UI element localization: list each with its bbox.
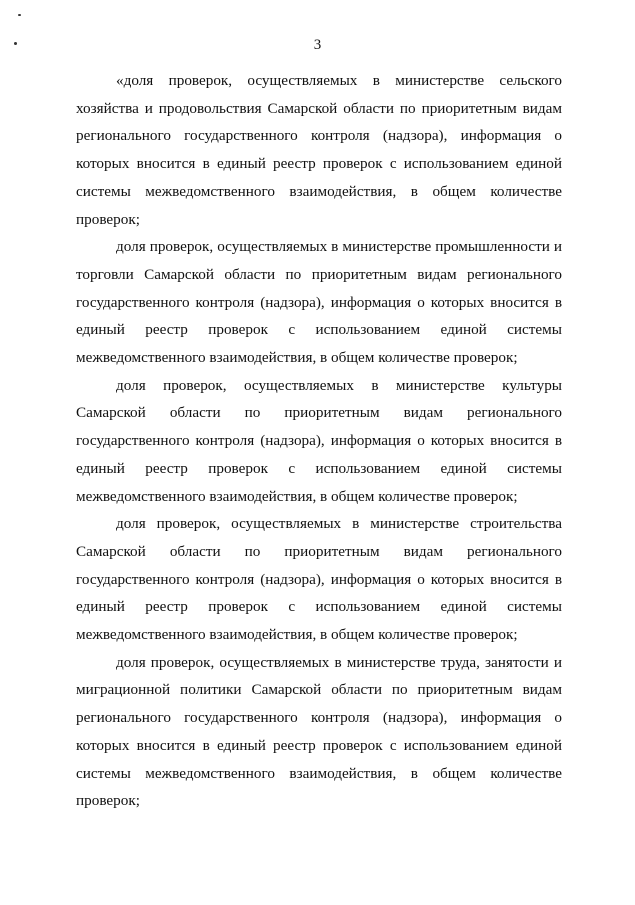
text-line: миграционной политики Самарской области по приоритетным видам [76,681,562,699]
text-line: государственного контроля (надзора), информация о которых вносится в [76,293,562,311]
document-body [76,67,562,815]
text-line: доля проверок, осуществляемых в министерстве строительства [116,515,562,533]
text-line: межведомственного взаимодействия, в общем количестве проверок; [76,487,518,505]
text-line: торговли Самарской области по приоритетным видам регионального [76,265,562,283]
text-line: доля проверок, осуществляемых в министерстве культуры [116,376,562,394]
paragraph-construction [76,510,562,649]
text-line: Самарской области по приоритетным видам регионального [76,404,562,422]
text-line: хозяйства и продовольствия Самарской области по приоритетным видам [76,99,562,117]
text-line: государственного контроля (надзора), информация о которых вносится в [76,570,562,588]
text-line: системы межведомственного взаимодействия, в общем количестве [76,182,562,200]
text-line: «доля проверок, осуществляемых в министерстве сельского [116,72,562,89]
text-line: проверок; [76,792,140,810]
text-line: межведомственного взаимодействия, в общем количестве проверок; [76,626,518,644]
text-line: системы межведомственного взаимодействия, в общем количестве [76,764,562,782]
page-number: 3 [313,37,322,53]
text-line: государственного контроля (надзора), информация о которых вносится в [76,432,562,450]
text-line: единый реестр проверок с использованием единой системы [76,321,562,339]
paragraph-labour [76,649,562,815]
text-line: Самарской области по приоритетным видам регионального [76,542,562,560]
text-line: проверок; [76,210,140,228]
paragraph-industry [76,233,562,372]
paragraph-culture [76,372,562,511]
text-line: единый реестр проверок с использованием единой системы [76,598,562,616]
text-line: регионального государственного контроля (надзора), информация о [76,127,562,145]
text-line: которых вносится в единый реестр проверок с использованием единой [76,155,562,173]
text-line: доля проверок, осуществляемых в министерстве промышленности и [116,238,562,256]
scan-speck [18,14,21,16]
paragraph-agriculture [76,67,562,233]
text-line: доля проверок, осуществляемых в министерстве труда, занятости и [116,653,562,671]
text-line: единый реестр проверок с использованием единой системы [76,459,562,477]
text-line: регионального государственного контроля (надзора), информация о [76,709,562,727]
text-line: которых вносится в единый реестр проверок с использованием единой [76,736,562,754]
text-line: межведомственного взаимодействия, в общем количестве проверок; [76,349,518,367]
